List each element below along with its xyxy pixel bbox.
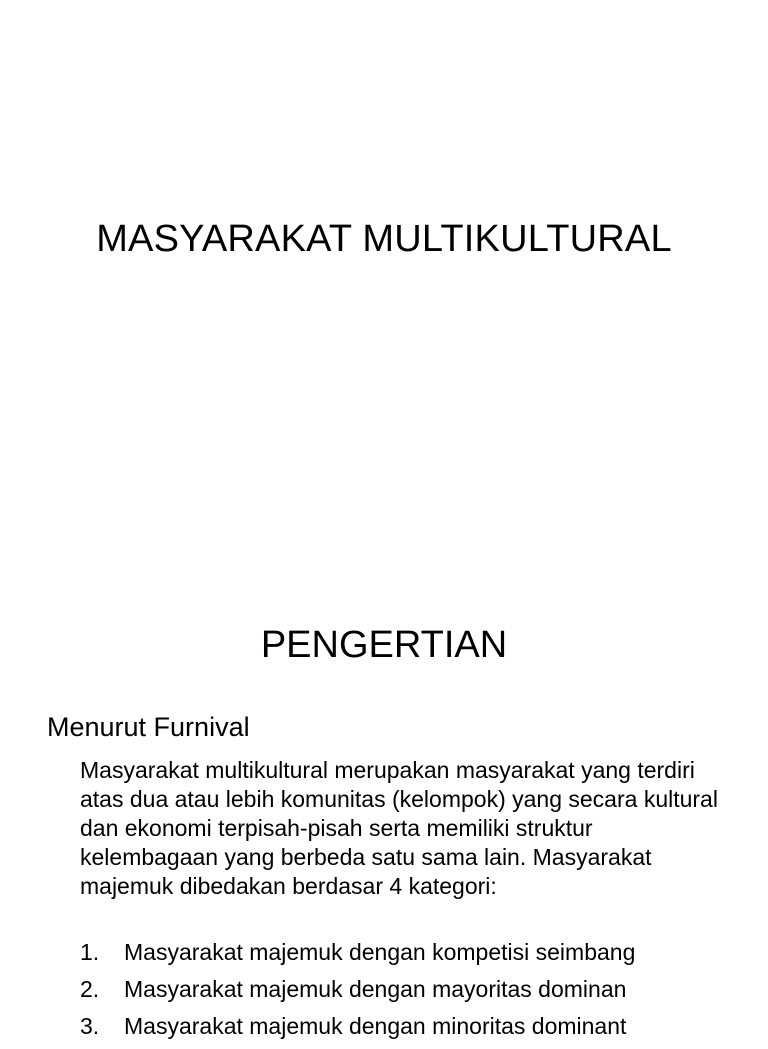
list-item-number: 1. bbox=[80, 939, 100, 965]
list-item bbox=[80, 1012, 730, 1049]
slide-heading: PENGERTIAN bbox=[260, 624, 508, 666]
section-heading: Menurut Furnival bbox=[47, 712, 250, 742]
list-item-number: 3. bbox=[80, 1013, 100, 1039]
list-item-text: Masyarakat majemuk dengan minoritas dominant bbox=[124, 1013, 627, 1039]
list-item bbox=[80, 938, 730, 975]
category-list bbox=[80, 938, 730, 1049]
slide-pengertian bbox=[0, 512, 768, 1039]
list-item-text: Masyarakat majemuk dengan mayoritas dominan bbox=[124, 976, 627, 1002]
slide-title-text: MASYARAKAT MULTIKULTURAL bbox=[96, 218, 672, 260]
list-item bbox=[80, 975, 730, 1012]
list-item-number: 2. bbox=[80, 976, 100, 1002]
slide-title bbox=[0, 0, 768, 512]
definition-paragraph: Masyarakat multikultural merupakan masyarakat yang terdiri atas dua atau lebih komunitas (kelompok) yang secara kultural dan ekonomi terpisah-pisah serta memiliki struktur kelembagaan yang berbeda satu sama lain. Masyarakat majemuk dibedakan berdasar 4 kategori: bbox=[80, 757, 718, 899]
list-item-text: Masyarakat majemuk dengan kompetisi seimbang bbox=[124, 939, 636, 965]
